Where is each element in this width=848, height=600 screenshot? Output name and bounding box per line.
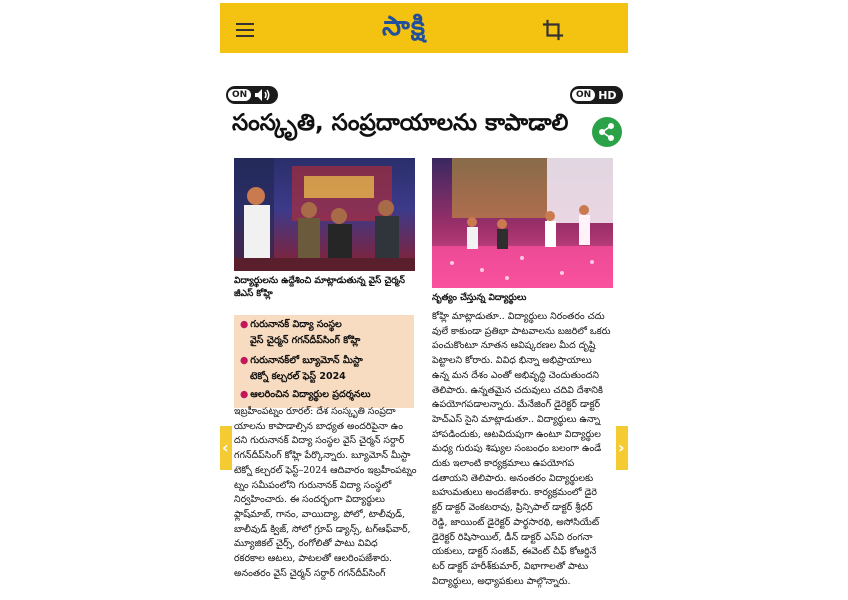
- hd-label: HD: [598, 88, 617, 102]
- body-line: ఉన్న మన దేశం ఎంతో అభివృద్ధి చెందుతుందని: [432, 369, 599, 381]
- highlight-item: ● ఆలరించిన విద్యార్థుల ప్రదర్శనలు: [240, 389, 371, 400]
- highlight-item: వైస్‌ చైర్మన్‌ గగన్‌దీప్‌సింగ్‌ కోహ్లి: [250, 335, 361, 346]
- body-line: మధ్య గురుపు శిష్యుల సంబంధం బలంగా ఉండే: [432, 443, 602, 455]
- share-button[interactable]: [592, 117, 622, 147]
- highlight-item: ● గురునానక్‌లో బ్యూమోన్‌ మీస్టా: [240, 355, 363, 366]
- photo-dance-image: [432, 158, 613, 288]
- article-body-column-2: [432, 310, 614, 589]
- body-line: ఉపయోగపడాలన్నారు. మేనేజింగ్‌ డైరెక్టర్‌ డాక్టర్‌: [432, 399, 601, 411]
- body-line: డతాయని తెలిపారు. అనంతరం విద్యార్థులకు: [432, 472, 594, 484]
- article-photo-dance[interactable]: [432, 158, 613, 288]
- body-line: మ్యూజికల్‌ చైర్స్‌, రంగోలితో పాటు వివిధ: [234, 538, 378, 550]
- body-line: గగన్‌దీప్‌సింగ్‌ కోహ్లి పేర్కొన్నారు. బ్యూమోన్‌ మీస్టా: [234, 450, 411, 462]
- body-line: దుకు ఇలాంటి కార్యక్రమాలు ఉపయోగప: [432, 458, 575, 470]
- audio-toggle[interactable]: [226, 86, 278, 104]
- body-line: క్టర్‌ డాక్టర్‌ వెంకటరావు, ప్రిన్సిపాల్‌ డాక్టర్‌ శ్రీధర్‌: [432, 502, 593, 514]
- body-line: ట్నం సమీపంలోని గురునానక్‌ విద్యా సంస్థలో: [234, 479, 392, 491]
- photo-caption-speaker: విద్యార్థులను ఉద్దేశించి మాట్లాడుతున్న వైస్‌ చైర్మన్‌ జీఎస్‌ కోహ్లి: [234, 276, 405, 299]
- hd-toggle-state: ON: [572, 89, 595, 101]
- audio-toggle-state: ON: [228, 89, 251, 101]
- speaker-icon: [254, 88, 272, 102]
- next-page-button[interactable]: [616, 426, 628, 470]
- body-line: పెట్టాలని కోరారు. వివిధ భిన్నా అభిప్రాయాలు: [432, 355, 592, 367]
- crop-icon[interactable]: [542, 19, 564, 41]
- chevron-right-icon: ›: [618, 438, 625, 457]
- body-line: రెడ్డి, జాయింట్‌ డైరెక్టర్‌ పార్థసారథి, అసోసియేట్‌: [432, 516, 600, 528]
- body-line: టెక్నో కల్చరల్‌ ఫెస్ట్‌–2024 ఆదివారం ఇబ్రహీంపట్నం: [234, 464, 417, 476]
- body-line: డైరెక్టర్‌ రిషిసాయిల్‌, డీన్‌ డాక్టర్‌ ఎస్‌వి రంగనా: [432, 531, 593, 543]
- article-body-column-1: [234, 405, 417, 581]
- body-line: పంచుకొంటూ నూతన ఆవిష్కరణల మీద దృష్టి: [432, 340, 596, 352]
- highlights-box: [234, 315, 414, 408]
- body-line: రకరకాల ఆటలు, పాటలతో ఆలరింపజేశారు.: [234, 553, 393, 565]
- body-line: టర్‌ డాక్టర్‌ హరీశ్‌కుమార్‌, విభాగాలతో పాటు: [432, 560, 589, 572]
- body-line: విద్యార్థులు, అధ్యాపకులు పాల్గొన్నారు.: [432, 575, 571, 587]
- photo-speaker-image: [234, 158, 415, 271]
- body-line: తెలిపారు. ఉన్నతమైన చదువులు చదివి దేశానికి: [432, 384, 603, 396]
- app-header: [220, 3, 628, 53]
- previous-page-button[interactable]: [220, 426, 232, 470]
- article-headline: సంస్కృతి, సంప్రదాయాలను కాపాడాలి: [232, 110, 569, 136]
- article-photo-speaker[interactable]: [234, 158, 415, 271]
- body-line: యకులు, డాక్టర్‌ సంజీవ్‌, ఈవెంట్‌ చీఫ్‌ కోఆర్డినే: [432, 546, 597, 558]
- body-line: హాపడిందుకు, ఆటవిదుపుగా ఉంటూ విద్యార్థుల: [432, 428, 601, 440]
- highlight-item: ● గురునానక్‌ విద్యా సంస్థల: [240, 319, 342, 330]
- body-line: కోహ్లి మాట్లాడుతూ.. విద్యార్థులు నిరంతరం చదు: [432, 311, 605, 322]
- highlight-item: టెక్నో కల్చరల్‌ ఫెస్ట్‌ 2024: [250, 371, 346, 382]
- hd-toggle[interactable]: [570, 86, 623, 104]
- body-line: ఫ్లాష్‌మాబ్‌, గానం, వాయిద్యా, పోలో, టాలీవుడ్‌,: [234, 508, 406, 520]
- body-line: వులే కాకుండా ప్రతిభా పాటవాలను బజరిలో ఒకరు: [432, 325, 611, 337]
- body-line: బాలీవుడ్‌ క్విజ్‌, సోలో గ్రూప్‌ డ్యాన్స్‌, టగ్‌ఆఫ్‌వార్‌,: [234, 523, 411, 535]
- body-line: బహుమతులు అందజేశారు. కార్యక్రమంలో డైరె: [432, 487, 597, 499]
- body-line: ఇబ్రహీంపట్నం రూరల్‌: దేశ సంస్కృతి సంప్రదా: [234, 406, 396, 417]
- menu-icon[interactable]: [236, 23, 254, 37]
- share-icon: [592, 117, 622, 147]
- sakshi-logo[interactable]: సాక్షి: [382, 11, 426, 42]
- photo-caption-dance: నృత్యం చేస్తున్న విద్యార్థులు: [432, 293, 527, 303]
- chevron-left-icon: ‹: [222, 438, 229, 457]
- body-line: అనంతరం వైస్‌ చైర్మన్‌ సర్దార్‌ గగన్‌దీప్‌సింగ్‌: [234, 567, 386, 579]
- body-line: హెచ్‌ఎస్‌ సైని మాట్లాడుతూ.. విద్యార్థులు ఉన్నా: [432, 413, 601, 425]
- body-line: యాలను కాపాడాల్సిన బాధ్యత అందరిపైనా ఉం: [234, 420, 404, 432]
- article-viewer: [220, 0, 628, 600]
- body-line: నిర్వహించారు. ఈ సందర్భంగా విద్యార్థులు: [234, 494, 385, 506]
- body-line: దని గురునానక్‌ విద్యా సంస్థల వైస్‌ చైర్మన్‌ సర్దార్‌: [234, 435, 405, 447]
